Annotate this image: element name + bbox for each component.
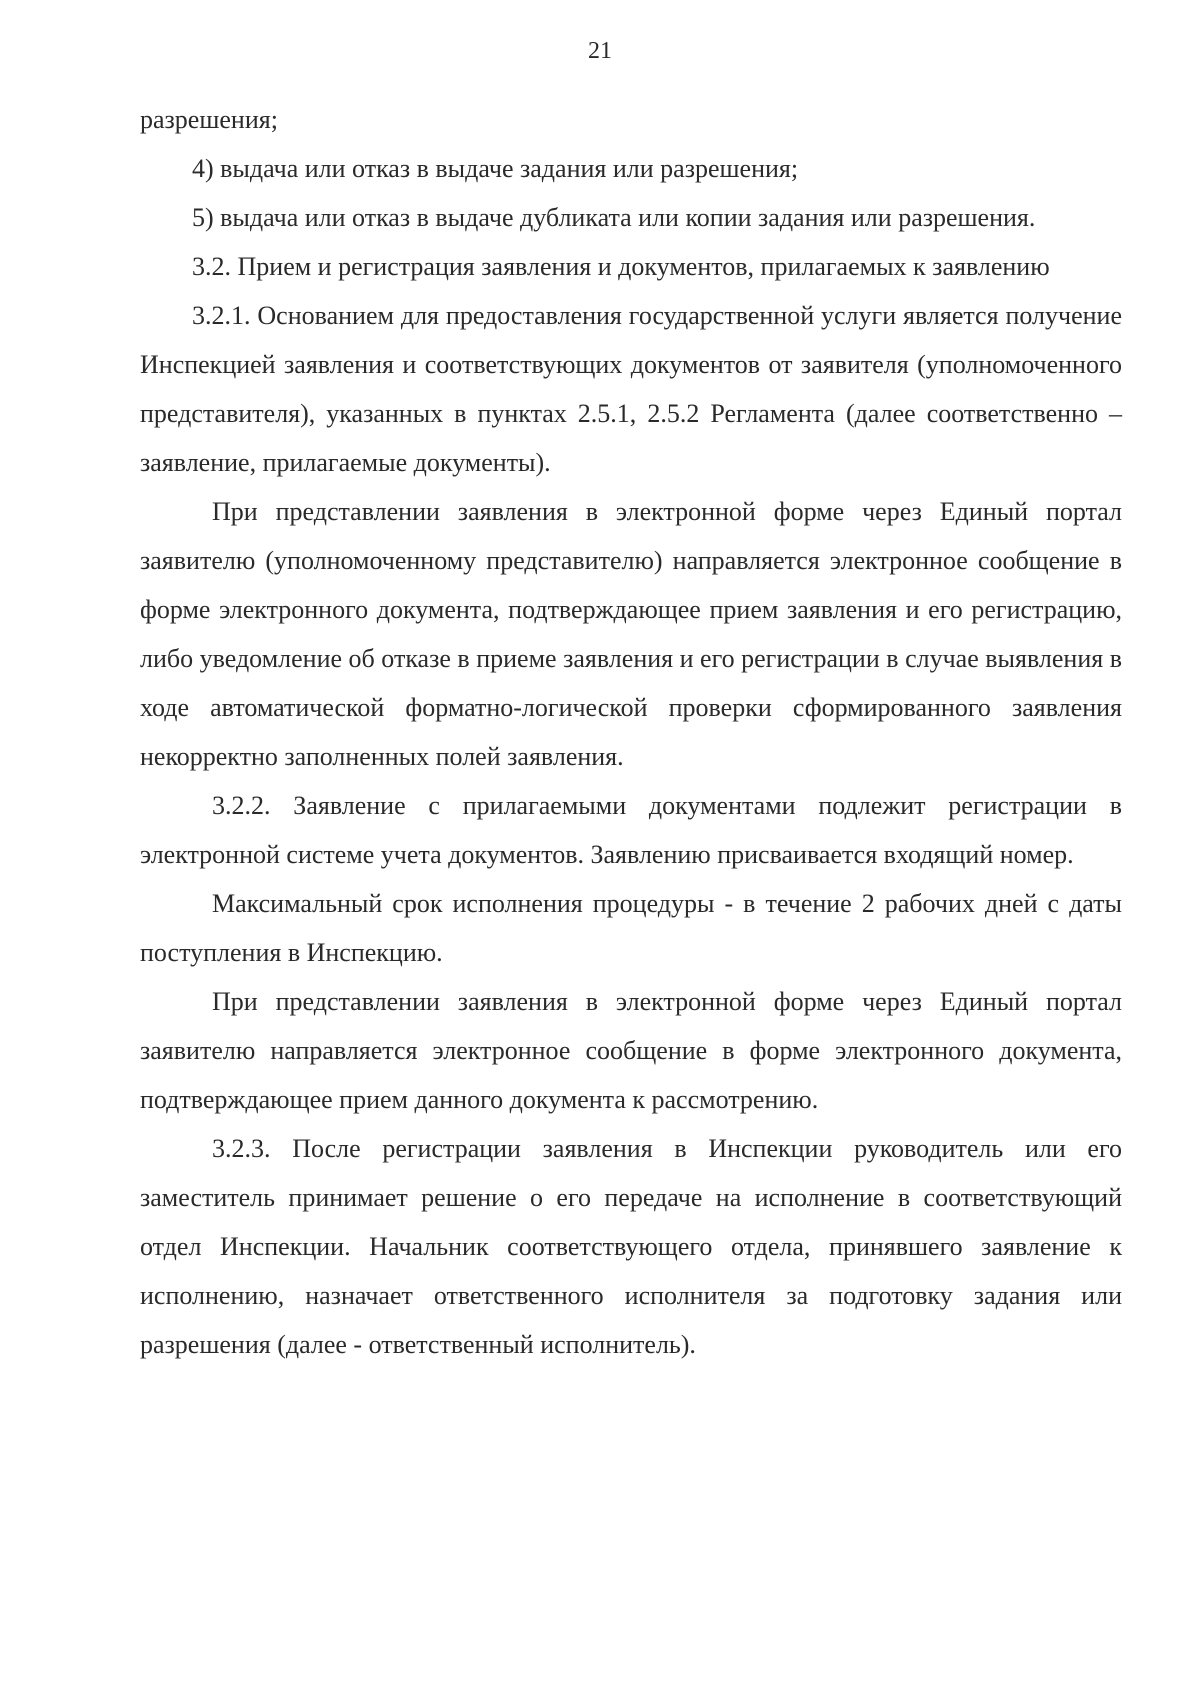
section-heading-3-2: 3.2. Прием и регистрация заявления и документов, прилагаемых к заявлению xyxy=(192,252,1050,281)
paragraph-3-2-1: 3.2.1. Основанием для предоставления государственной услуги является получение Инспекцией заявления и соответствующих документов от заявителя (уполномоченного представителя), указанных в пунктах 2.5.1, 2.5.2 Регламента (далее соответственно – заявление, прилагаемые документы). xyxy=(140,301,1122,477)
paragraph-electronic-notification: При представлении заявления в электронной форме через Единый портал заявителю направляется электронное сообщение в форме электронного документа, подтверждающее прием данного документа к рассмотрению. xyxy=(140,987,1122,1114)
paragraph-continuation: разрешения; xyxy=(140,105,278,134)
paragraph-3-2-2: 3.2.2. Заявление с прилагаемыми документами подлежит регистрации в электронной системе учета документов. Заявлению присваивается входящий номер. xyxy=(140,791,1122,869)
document-body xyxy=(140,95,1122,1369)
list-item-5: 5) выдача или отказ в выдаче дубликата или копии задания или разрешения. xyxy=(192,203,1036,232)
page-number: 21 xyxy=(588,38,612,64)
list-item-4: 4) выдача или отказ в выдаче задания или разрешения; xyxy=(192,154,799,183)
paragraph-electronic-submission: При представлении заявления в электронной форме через Единый портал заявителю (уполномоченному представителю) направляется электронное сообщение в форме электронного документа, подтверждающее прием заявления и его регистрацию, либо уведомление об отказе в приеме заявления и его регистрации в случае выявления в ходе автоматической форматно-логической проверки сформированного заявления некорректно заполненных полей заявления. xyxy=(140,497,1122,771)
paragraph-max-term: Максимальный срок исполнения процедуры - в течение 2 рабочих дней с даты поступления в Инспекцию. xyxy=(140,889,1122,967)
paragraph-3-2-3: 3.2.3. После регистрации заявления в Инспекции руководитель или его заместитель принимает решение о его передаче на исполнение в соответствующий отдел Инспекции. Начальник соответствующего отдела, принявшего заявление к исполнению, назначает ответственного исполнителя за подготовку задания или разрешения (далее - ответственный исполнитель). xyxy=(140,1134,1122,1359)
